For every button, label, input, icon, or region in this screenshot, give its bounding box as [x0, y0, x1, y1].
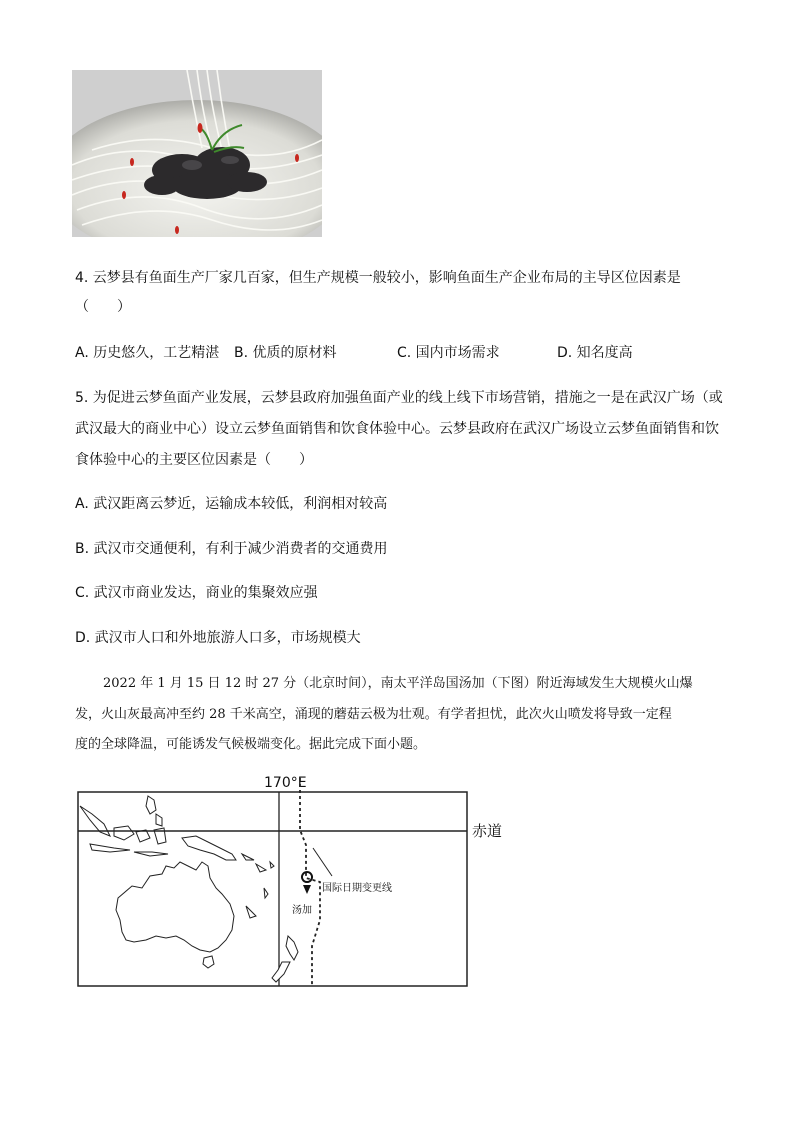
- q5-stem-line3: 食体验中心的主要区位因素是（ ）: [75, 452, 313, 468]
- q4-stem-line1: 4. 云梦县有鱼面生产厂家几百家，但生产规模一般较小，影响鱼面生产企业布局的主导区位因素是: [75, 270, 681, 286]
- passage-line1: 2022 年 1 月 15 日 12 时 27 分（北京时间），南太平洋岛国汤加（下图）附近海域发生大规模火山爆: [103, 676, 693, 691]
- q5-option-d: D. 武汉市人口和外地旅游人口多，市场规模大: [75, 630, 361, 646]
- q4-option-c: C. 国内市场需求: [397, 345, 500, 361]
- tonga-map: [70, 770, 530, 995]
- dateline-label: 国际日期变更线: [322, 883, 392, 894]
- passage-line3: 度的全球降温，可能诱发气候极端变化。据此完成下面小题。: [75, 737, 427, 752]
- longitude-label: 170°E: [264, 775, 307, 791]
- q5-option-b: B. 武汉市交通便利，有利于减少消费者的交通费用: [75, 541, 388, 557]
- fish-noodle-photo: [72, 70, 322, 237]
- equator-label: 赤道: [472, 822, 503, 840]
- q4-option-b: B. 优质的原材料: [234, 345, 337, 361]
- q5-option-c: C. 武汉市商业发达，商业的集聚效应强: [75, 585, 318, 601]
- q4-stem-line2: （ ）: [75, 299, 131, 315]
- passage-line2: 发，火山灰最高冲至约 28 千米高空，涌现的蘑菇云极为壮观。有学者担忧，此次火山喷发将导致一定程: [75, 707, 672, 722]
- q4-option-a: A. 历史悠久，工艺精湛: [75, 345, 220, 361]
- fish-noodle-image: [72, 70, 322, 237]
- tonga-label: 汤加: [292, 905, 312, 916]
- q5-stem-line1: 5. 为促进云梦鱼面产业发展，云梦县政府加强鱼面产业的线上线下市场营销，措施之一是在武汉广场（或: [75, 390, 723, 406]
- q5-option-a: A. 武汉距离云梦近，运输成本较低，利润相对较高: [75, 496, 388, 512]
- q4-option-d: D. 知名度高: [557, 345, 633, 361]
- q5-stem-line2: 武汉最大的商业中心）设立云梦鱼面销售和饮食体验中心。云梦县政府在武汉广场设立云梦鱼面销售和饮: [75, 421, 719, 437]
